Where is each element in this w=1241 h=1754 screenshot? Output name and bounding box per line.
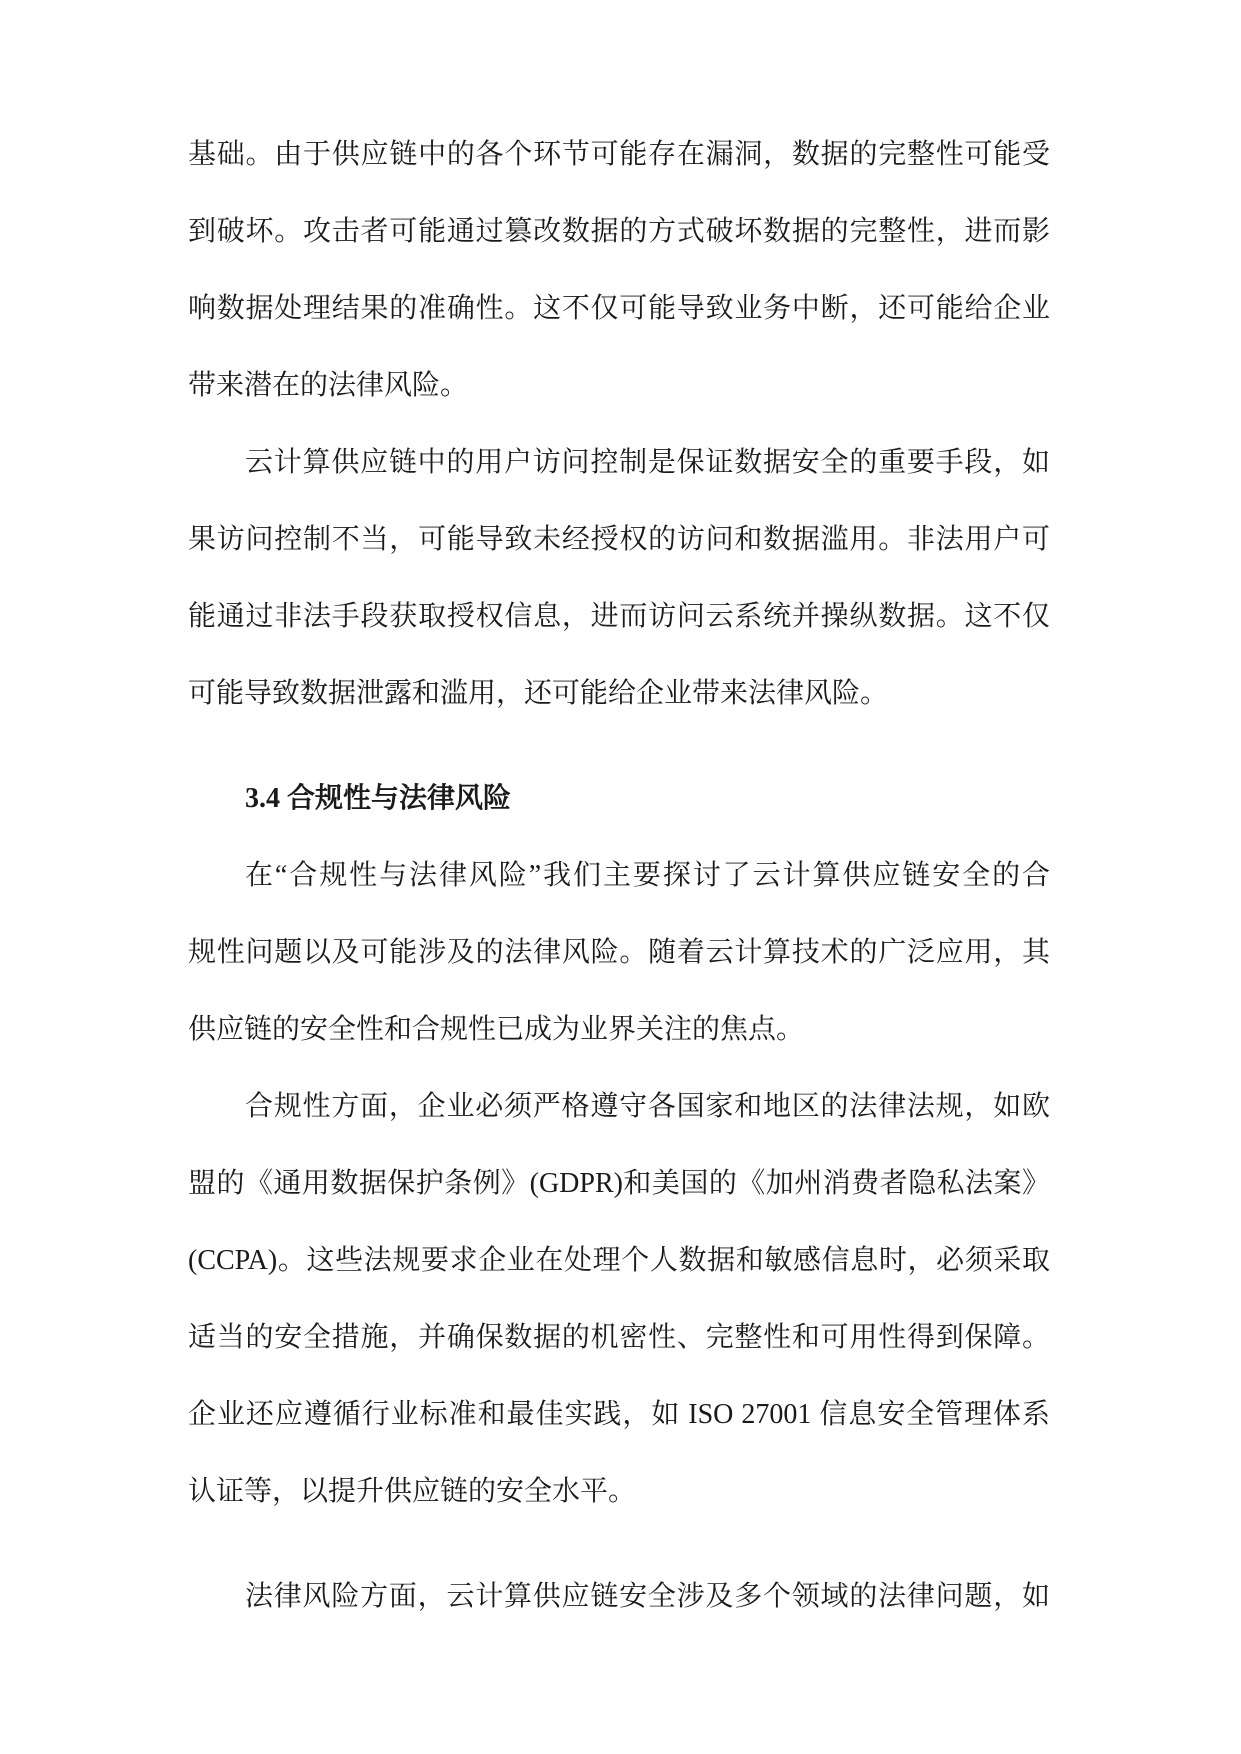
text-line: 在“合规性与法律风险”我们主要探讨了云计算供应链安全的合 [245, 860, 1050, 891]
paragraph-compliance [188, 1068, 1050, 1530]
paragraph-access-control [188, 424, 1050, 732]
text-line: (CCPA)。这些法规要求企业在处理个人数据和敏感信息时，必须采取 [188, 1245, 1050, 1276]
text-line: 响数据处理结果的准确性。这不仅可能导致业务中断，还可能给企业 [188, 293, 1050, 324]
text-line: 规性问题以及可能涉及的法律风险。随着云计算技术的广泛应用，其 [188, 937, 1050, 968]
text-line: 合规性方面，企业必须严格遵守各国家和地区的法律法规，如欧 [245, 1091, 1050, 1122]
text-line: 果访问控制不当，可能导致未经授权的访问和数据滥用。非法用户可 [188, 524, 1050, 555]
text-line: 适当的安全措施，并确保数据的机密性、完整性和可用性得到保障。 [188, 1322, 1050, 1353]
paragraph-legal-risk [188, 1558, 1050, 1635]
document-body [188, 116, 1050, 1635]
paragraph-data-integrity [188, 116, 1050, 424]
text-line: 认证等，以提升供应链的安全水平。 [188, 1476, 637, 1507]
section-heading [188, 760, 1050, 837]
section-heading-text: 3.4 合规性与法律风险 [245, 783, 512, 814]
text-line: 企业还应遵循行业标准和最佳实践，如 ISO 27001 信息安全管理体系 [188, 1399, 1050, 1430]
text-line: 可能导致数据泄露和滥用，还可能给企业带来法律风险。 [188, 678, 889, 709]
paragraph-intro [188, 837, 1050, 1068]
text-line: 供应链的安全性和合规性已成为业界关注的焦点。 [188, 1014, 805, 1045]
text-line: 法律风险方面，云计算供应链安全涉及多个领域的法律问题，如 [245, 1581, 1050, 1612]
text-line: 基础。由于供应链中的各个环节可能存在漏洞，数据的完整性可能受 [188, 139, 1050, 170]
text-line: 盟的《通用数据保护条例》(GDPR)和美国的《加州消费者隐私法案》 [188, 1168, 1050, 1199]
text-line: 带来潜在的法律风险。 [188, 370, 469, 401]
text-line: 到破坏。攻击者可能通过篡改数据的方式破坏数据的完整性，进而影 [188, 216, 1050, 247]
text-line: 云计算供应链中的用户访问控制是保证数据安全的重要手段，如 [245, 447, 1050, 478]
text-line: 能通过非法手段获取授权信息，进而访问云系统并操纵数据。这不仅 [188, 601, 1050, 632]
